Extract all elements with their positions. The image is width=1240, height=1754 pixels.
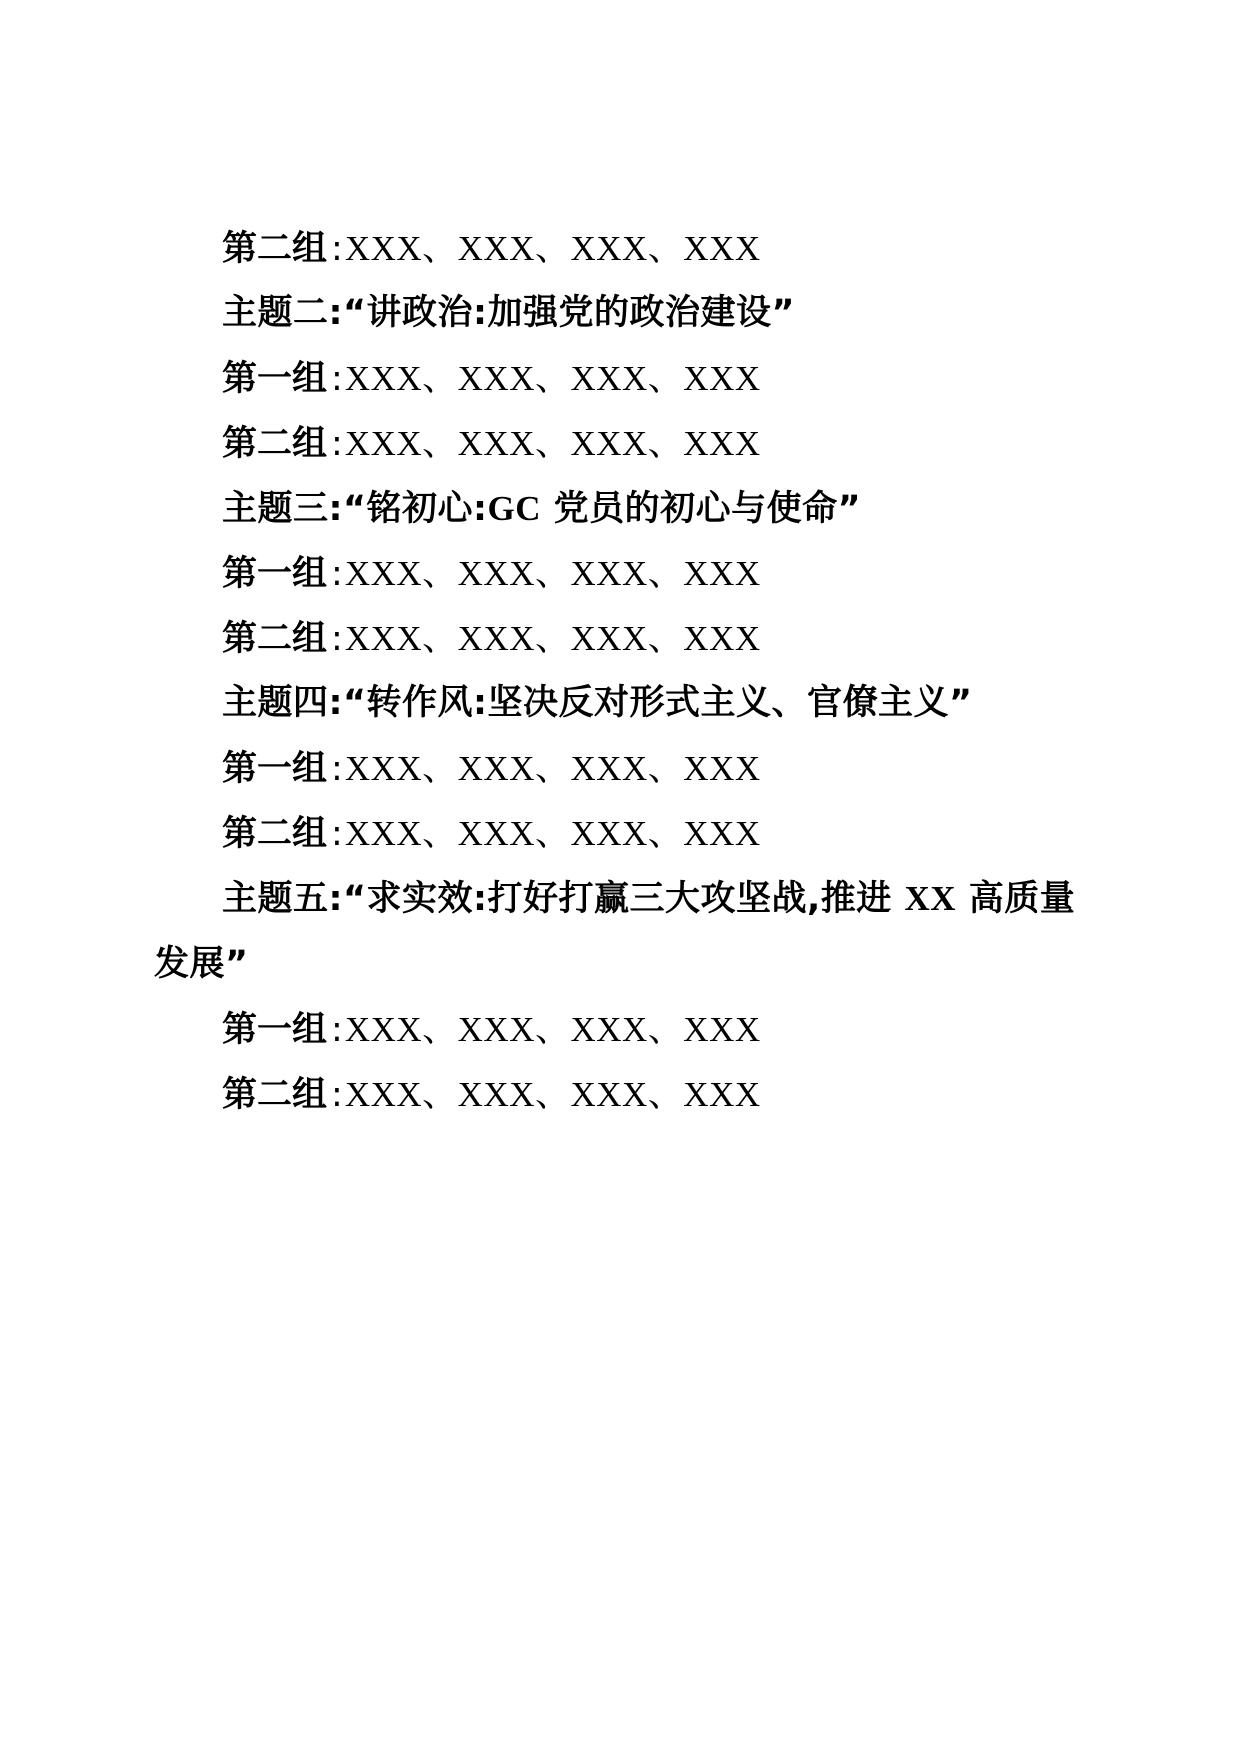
group-separator: : — [331, 554, 343, 594]
topic-text-pre: 主题三:“铭初心: — [222, 489, 488, 529]
topic-text: 主题四:“转作风:坚决反对形式主义、官僚主义” — [222, 683, 973, 723]
group-line — [154, 411, 1094, 476]
group-line — [154, 997, 1094, 1062]
group-label: 第一组 — [222, 749, 328, 789]
topic-text-latin: XX — [904, 879, 957, 918]
topic-heading — [154, 866, 1094, 997]
group-label: 第一组 — [222, 359, 328, 399]
group-separator: : — [331, 619, 343, 659]
group-label: 第二组 — [222, 229, 328, 269]
group-members: XXX、XXX、XXX、XXX — [344, 1075, 761, 1114]
group-label: 第二组 — [222, 1075, 328, 1115]
group-line — [154, 801, 1094, 866]
group-separator: : — [331, 359, 343, 399]
topic-text: 主题二:“讲政治:加强党的政治建设” — [222, 293, 796, 333]
topic-heading — [154, 671, 1094, 736]
group-separator: : — [331, 1075, 343, 1115]
topic-text-pre: 主题五:“求实效:打好打赢三大攻坚战,推进 — [222, 879, 905, 919]
topic-heading — [154, 281, 1094, 346]
topic-text-post: 高质量发展” — [154, 879, 1076, 984]
group-line — [154, 736, 1094, 801]
group-label: 第一组 — [222, 554, 328, 594]
group-line — [154, 216, 1094, 281]
group-separator: : — [331, 814, 343, 854]
group-label: 第二组 — [222, 619, 328, 659]
group-separator: : — [331, 749, 343, 789]
group-line — [154, 346, 1094, 411]
group-label: 第二组 — [222, 814, 328, 854]
topic-text-latin: GC — [487, 489, 541, 528]
group-separator: : — [331, 229, 343, 269]
group-separator: : — [331, 424, 343, 464]
group-members: XXX、XXX、XXX、XXX — [344, 814, 761, 853]
group-members: XXX、XXX、XXX、XXX — [344, 359, 761, 398]
topic-heading — [154, 476, 1094, 541]
group-members: XXX、XXX、XXX、XXX — [344, 424, 761, 463]
group-line — [154, 541, 1094, 606]
group-members: XXX、XXX、XXX、XXX — [344, 229, 761, 268]
group-members: XXX、XXX、XXX、XXX — [344, 619, 761, 658]
document-body — [154, 216, 1094, 1127]
group-separator: : — [331, 1010, 343, 1050]
group-label: 第一组 — [222, 1010, 328, 1050]
group-members: XXX、XXX、XXX、XXX — [344, 554, 761, 593]
group-line — [154, 1062, 1094, 1127]
group-line — [154, 606, 1094, 671]
group-members: XXX、XXX、XXX、XXX — [344, 1010, 761, 1049]
group-label: 第二组 — [222, 424, 328, 464]
topic-text-post: 党员的初心与使命” — [541, 489, 862, 529]
group-members: XXX、XXX、XXX、XXX — [344, 749, 761, 788]
